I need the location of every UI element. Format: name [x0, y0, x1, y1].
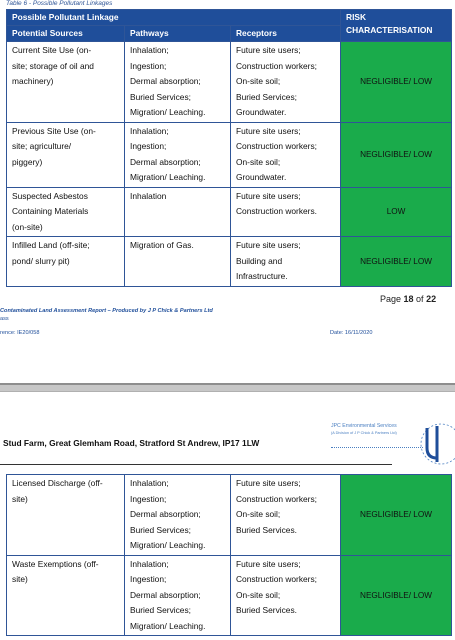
receptors-line: Buried Services.	[236, 524, 297, 535]
pathways-cell	[125, 237, 231, 287]
risk-header-line2: CHARACTERISATION	[346, 25, 433, 35]
company-logo-icon	[413, 418, 455, 468]
footer-subtitle: ass	[0, 316, 9, 322]
pathways-line: Dermal absorption;	[130, 589, 201, 600]
pathways-line: Inhalation;	[130, 478, 169, 488]
pathways-cell	[125, 475, 231, 556]
pollutant-linkage-table	[6, 9, 452, 287]
receptors-cell	[231, 42, 341, 123]
pathways-line: Ingestion;	[130, 493, 167, 504]
receptors-line: Groundwater.	[236, 172, 287, 182]
source-line: site; agriculture/	[12, 141, 72, 151]
receptors-cell	[231, 475, 341, 556]
logo-company-division: (A Division of J P Chick & Partners Ltd)	[331, 431, 397, 435]
receptors-line: Future site users;	[236, 45, 301, 55]
pathways-line: Buried Services;	[130, 524, 191, 535]
footer-reference: rence: IE20/058	[0, 330, 40, 336]
risk-rating-cell: NEGLIGIBLE/ LOW	[341, 555, 452, 636]
table-row	[7, 475, 452, 556]
table-row	[7, 237, 452, 287]
pollutant-linkage-table-continued	[6, 474, 452, 636]
receptors-line: Construction workers.	[236, 206, 317, 216]
risk-header-line1: RISK	[346, 12, 367, 22]
receptors-line: Future site users;	[236, 125, 301, 136]
risk-rating-cell: NEGLIGIBLE/ LOW	[341, 42, 452, 123]
source-line: (on-site)	[12, 221, 43, 232]
pathways-cell	[125, 187, 231, 237]
header-rule	[0, 464, 392, 465]
page-number: Page 18 of 22	[380, 294, 437, 304]
risk-rating-cell: NEGLIGIBLE/ LOW	[341, 237, 452, 287]
source-line: site)	[12, 493, 28, 504]
pathways-line: Dermal absorption;	[130, 76, 201, 86]
column-header-sources: Potential Sources	[7, 26, 125, 42]
source-cell	[7, 42, 125, 123]
receptors-cell	[231, 122, 341, 187]
source-cell	[7, 237, 125, 287]
pathways-line: Ingestion;	[130, 141, 167, 151]
source-line: machinery)	[12, 76, 54, 86]
receptors-line: Future site users;	[236, 478, 301, 488]
table-row	[7, 42, 452, 123]
source-cell	[7, 122, 125, 187]
receptors-line: Construction workers;	[236, 493, 317, 504]
receptors-line: On-site soil;	[236, 589, 281, 600]
source-line: Containing Materials	[12, 206, 89, 216]
source-line: pond/ slurry pit)	[12, 255, 70, 266]
pathways-line: Inhalation;	[130, 125, 169, 136]
pathways-line: Ingestion;	[130, 60, 167, 71]
table-row	[7, 555, 452, 636]
source-cell	[7, 555, 125, 636]
table-title: Possible Pollutant Linkage	[7, 10, 341, 26]
page-break-gap	[0, 383, 455, 392]
pathways-line: Migration/ Leaching.	[130, 540, 206, 550]
pathways-line: Buried Services;	[130, 605, 191, 615]
source-line: Previous Site Use (on-	[12, 125, 96, 136]
pathways-line: Dermal absorption;	[130, 509, 201, 519]
receptors-line: Building and	[236, 255, 283, 266]
source-line: Current Site Use (on-	[12, 45, 92, 55]
pathways-line: Inhalation	[130, 190, 167, 201]
pathways-line: Ingestion;	[130, 574, 167, 584]
source-line: site)	[12, 574, 28, 584]
receptors-line: Construction workers;	[236, 141, 317, 151]
receptors-line: Construction workers;	[236, 574, 317, 584]
risk-rating-cell: LOW	[341, 187, 452, 237]
risk-header	[341, 10, 452, 42]
pathways-cell	[125, 122, 231, 187]
column-header-receptors: Receptors	[231, 26, 341, 42]
logo-dotted-line	[331, 447, 423, 448]
receptors-cell	[231, 237, 341, 287]
risk-rating-cell: NEGLIGIBLE/ LOW	[341, 475, 452, 556]
column-header-pathways: Pathways	[125, 26, 231, 42]
source-line: piggery)	[12, 156, 43, 167]
footer-report-title: Contaminated Land Assessment Report – Produced by J P Chick & Partners Ltd	[0, 308, 213, 314]
source-line: site; storage of oil and	[12, 60, 94, 71]
footer-date: Date: 16/11/2020	[330, 330, 373, 336]
pathways-line: Inhalation;	[130, 558, 169, 569]
receptors-line: Infrastructure.	[236, 271, 288, 281]
receptors-line: On-site soil;	[236, 509, 281, 519]
receptors-line: Future site users;	[236, 558, 301, 569]
receptors-line: Future site users;	[236, 190, 301, 201]
pathways-line: Dermal absorption;	[130, 156, 201, 167]
site-address: Stud Farm, Great Glemham Road, Stratford St Andrew, IP17 1LW	[3, 438, 260, 448]
source-line: Licensed Discharge (off-	[12, 478, 103, 488]
risk-rating-cell: NEGLIGIBLE/ LOW	[341, 122, 452, 187]
pathways-line: Migration/ Leaching.	[130, 107, 206, 117]
pathways-cell	[125, 555, 231, 636]
logo-company-name: JPC Environmental Services	[331, 423, 397, 429]
receptors-line: On-site soil;	[236, 76, 281, 86]
receptors-line: Construction workers;	[236, 60, 317, 71]
receptors-cell	[231, 187, 341, 237]
source-cell	[7, 475, 125, 556]
pathways-line: Migration of Gas.	[130, 240, 194, 250]
receptors-line: On-site soil;	[236, 156, 281, 167]
source-cell	[7, 187, 125, 237]
table-caption: Table 6 - Possible Pollutant Linkages	[6, 0, 113, 7]
table-row	[7, 122, 452, 187]
pathways-line: Migration/ Leaching.	[130, 172, 206, 182]
receptors-line: Groundwater.	[236, 107, 287, 117]
pathways-line: Inhalation;	[130, 45, 169, 55]
source-line: Waste Exemptions (off-	[12, 558, 99, 569]
pathways-line: Migration/ Leaching.	[130, 620, 206, 631]
table-title-row	[7, 10, 452, 26]
pathways-line: Buried Services;	[130, 91, 191, 102]
receptors-line: Buried Services.	[236, 605, 297, 615]
receptors-line: Future site users;	[236, 240, 301, 250]
source-line: Suspected Asbestos	[12, 190, 88, 201]
table-row	[7, 187, 452, 237]
receptors-cell	[231, 555, 341, 636]
receptors-line: Buried Services;	[236, 91, 297, 102]
pathways-cell	[125, 42, 231, 123]
source-line: Infilled Land (off-site;	[12, 240, 90, 250]
